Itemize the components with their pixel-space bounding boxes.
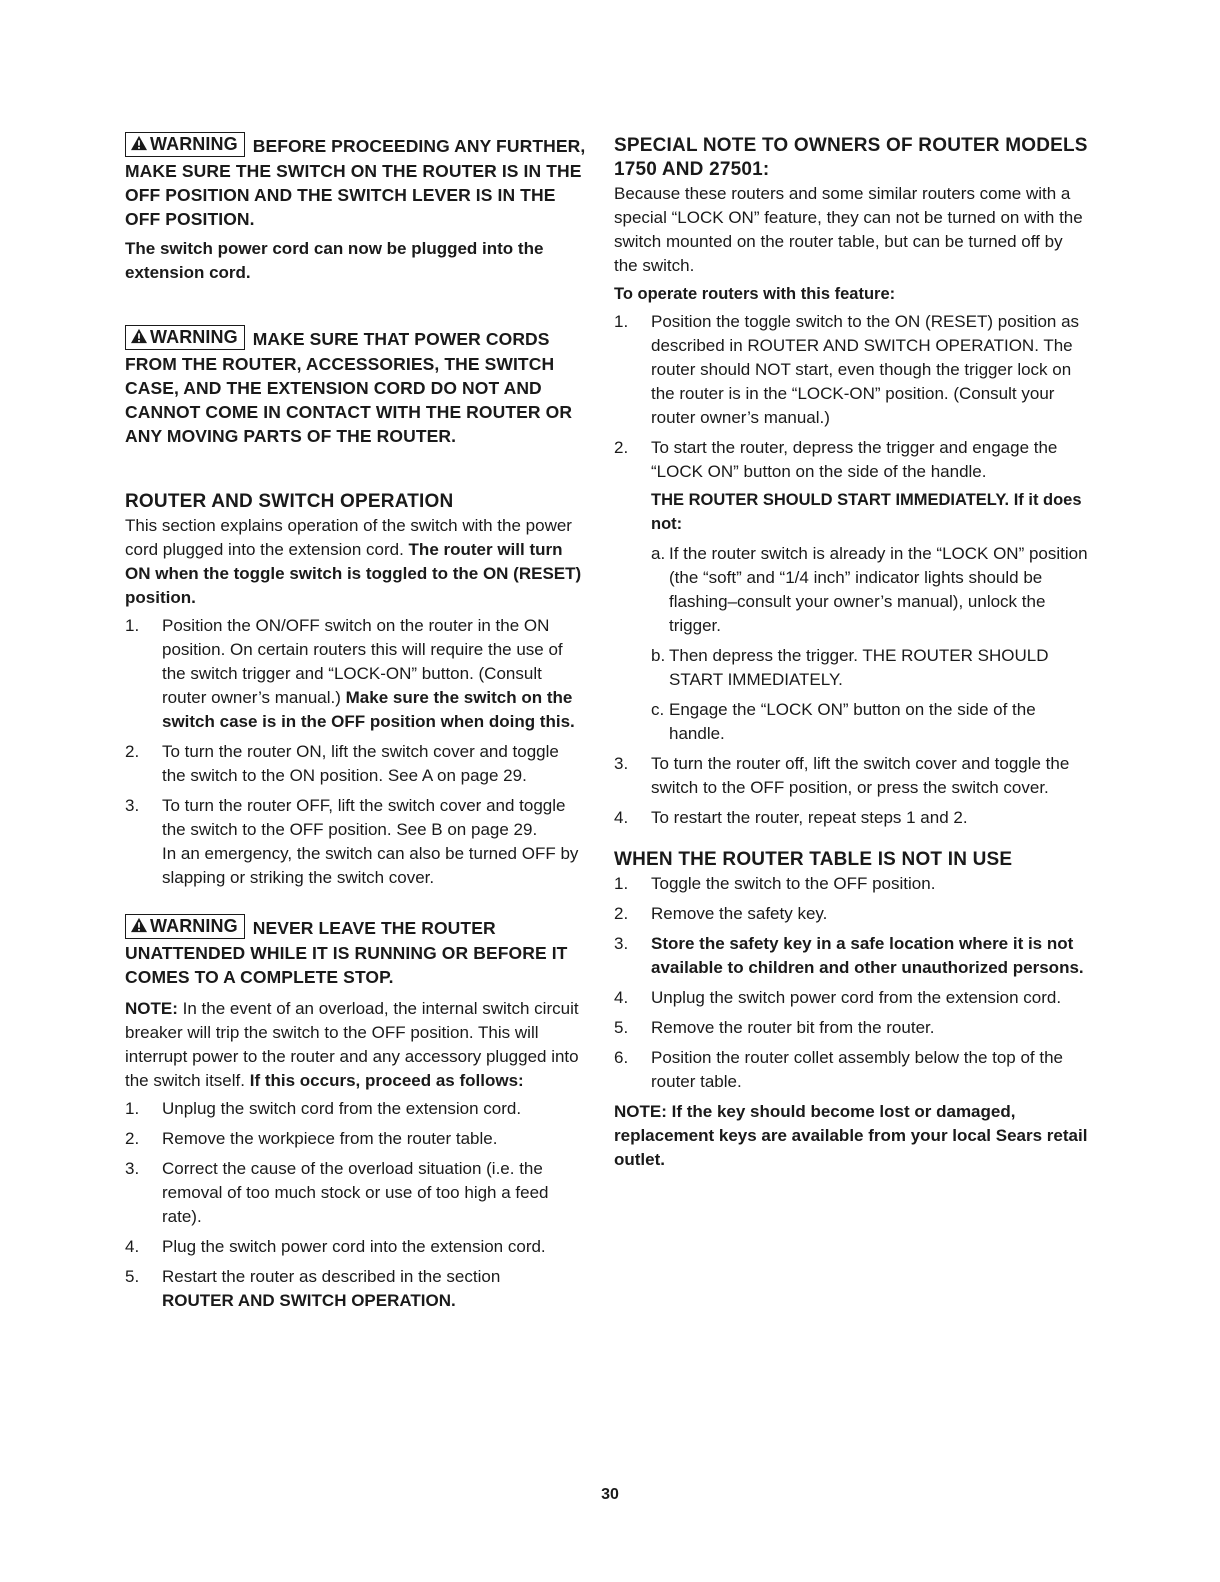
step-text: To turn the router OFF, lift the switch cover and toggle the switch to the OFF position. See B on page 29.	[162, 796, 566, 839]
list-item	[614, 1046, 1089, 1094]
router-switch-intro	[125, 514, 587, 610]
list-item	[614, 902, 1089, 926]
step-number: 1.	[614, 874, 629, 893]
warning-triangle-icon	[130, 917, 148, 933]
list-item	[125, 1265, 587, 1313]
warning-block-3	[125, 916, 587, 989]
not-in-use-steps	[614, 872, 1089, 1094]
step-number: 4.	[614, 988, 629, 1007]
step-text: Remove the router bit from the router.	[651, 1018, 935, 1037]
sub-step-label: b.	[651, 646, 666, 665]
list-item	[614, 436, 1089, 746]
step-number: 4.	[614, 808, 629, 827]
list-item	[125, 1097, 587, 1121]
note-bold: If this occurs, proceed as follows:	[249, 1071, 524, 1090]
step-text: Position the router collet assembly below the top of the router table.	[651, 1048, 1064, 1091]
step-number: 2.	[614, 904, 629, 923]
intro-text: This section explains operation of the switch with the power cord plugged into the extension cord.	[125, 516, 572, 559]
warning-triangle-icon	[130, 328, 148, 344]
list-item	[125, 1157, 587, 1229]
warning-block-2	[125, 327, 587, 448]
list-item	[125, 1127, 587, 1151]
step-text: Unplug the switch power cord from the extension cord.	[651, 988, 1062, 1007]
step-number: 5.	[614, 1018, 629, 1037]
step-text: To start the router, depress the trigger and engage the “LOCK ON” button on the side of the handle.	[651, 438, 1058, 481]
step-number: 3.	[125, 796, 140, 815]
step-text: Position the toggle switch to the ON (RESET) position as described in ROUTER AND SWITCH OPERATION. The router should NOT start, even though the trigger lock on the router is in the “LOCK-ON” position. (Consult your router owner’s manual.)	[651, 312, 1080, 427]
step-number: 3.	[125, 1159, 140, 1178]
step-number: 1.	[125, 616, 140, 635]
list-item	[614, 872, 1089, 896]
step-bold: Make sure the switch on the switch case is in the OFF position when doing this.	[162, 688, 575, 731]
list-item	[614, 932, 1089, 980]
warning-badge	[125, 325, 245, 350]
list-item	[614, 1016, 1089, 1040]
warning-text: NEVER LEAVE THE ROUTER UNATTENDED WHILE IT IS RUNNING OR BEFORE IT COMES TO A COMPLETE STOP.	[125, 918, 568, 987]
step-text: To turn the router off, lift the switch cover and toggle the switch to the OFF position, or press the switch cover.	[651, 754, 1070, 797]
safety-key-note: NOTE: If the key should become lost or damaged, replacement keys are available from your local Sears retail outlet.	[614, 1102, 1088, 1169]
warning-badge	[125, 914, 245, 939]
step-text: To restart the router, repeat steps 1 and 2.	[651, 808, 968, 827]
list-item	[125, 614, 587, 734]
step-number: 3.	[614, 754, 629, 773]
warning-block-1	[125, 134, 587, 231]
left-column	[125, 134, 587, 1319]
sub-step-label: a.	[651, 544, 666, 563]
sub-step-c	[651, 698, 1089, 746]
list-item	[125, 1235, 587, 1259]
list-item	[614, 310, 1089, 430]
step-bold: Store the safety key in a safe location where it is not available to children and other unauthorized persons.	[651, 934, 1084, 977]
sub-step-label: c.	[651, 700, 665, 719]
special-note-steps	[614, 310, 1089, 830]
sub-step-a	[651, 542, 1089, 638]
step-number: 3.	[614, 934, 629, 953]
sub-step-text: If the router switch is already in the “LOCK ON” position (the “soft” and “1/4 inch” indicator lights should be flashing–consult your owner’s manual), unlock the trigger.	[669, 544, 1088, 635]
step-text: Plug the switch power cord into the extension cord.	[162, 1237, 546, 1256]
plug-in-instruction: The switch power cord can now be plugged into the extension cord.	[125, 239, 544, 282]
step-text: Unplug the switch cord from the extension cord.	[162, 1099, 522, 1118]
step-number: 4.	[125, 1237, 140, 1256]
overload-note	[125, 997, 587, 1093]
step-text: Position the ON/OFF switch on the router in the ON position. On certain routers this will require the use of the switch trigger and “LOCK-ON” button. (Consult router owner’s manual.)	[162, 616, 563, 707]
warning-triangle-icon	[130, 135, 148, 151]
step-text: Remove the safety key.	[651, 904, 828, 923]
step-bold: ROUTER AND SWITCH OPERATION.	[162, 1291, 456, 1310]
list-item	[125, 794, 587, 890]
step-number: 1.	[125, 1099, 140, 1118]
step-extra: In an emergency, the switch can also be turned OFF by slapping or striking the switch cover.	[162, 844, 579, 887]
overload-steps	[125, 1097, 587, 1313]
warning-badge-label: WARNING	[150, 134, 238, 154]
warning-badge-label: WARNING	[150, 327, 238, 347]
list-item	[125, 740, 587, 788]
note-label: NOTE:	[125, 999, 178, 1018]
step-text: Correct the cause of the overload situation (i.e. the removal of too much stock or use of too high a feed rate).	[162, 1159, 549, 1226]
step-number: 1.	[614, 312, 629, 331]
sub-step-text: Engage the “LOCK ON” button on the side of the handle.	[669, 700, 1036, 743]
warning-badge-label: WARNING	[150, 916, 238, 936]
router-switch-heading: ROUTER AND SWITCH OPERATION	[125, 491, 454, 512]
step-text: Remove the workpiece from the router table.	[162, 1129, 498, 1148]
warning-text: BEFORE PROCEEDING ANY FURTHER, MAKE SURE THE SWITCH ON THE ROUTER IS IN THE OFF POSITION AND THE SWITCH LEVER IS IN THE OFF POSITION.	[125, 136, 586, 229]
page-number: 30	[601, 1486, 619, 1503]
router-switch-steps	[125, 614, 587, 890]
intro-bold: The router will turn ON when the toggle switch is toggled to the ON (RESET) position.	[125, 540, 582, 607]
sub-step-text: Then depress the trigger. THE ROUTER SHOULD START IMMEDIATELY.	[669, 646, 1049, 689]
operate-heading: To operate routers with this feature:	[614, 285, 896, 303]
list-item	[614, 752, 1089, 800]
list-item	[614, 986, 1089, 1010]
warning-text: MAKE SURE THAT POWER CORDS FROM THE ROUTER, ACCESSORIES, THE SWITCH CASE, AND THE EXTENSION CORD DO NOT AND CANNOT COME IN CONTACT WITH THE ROUTER OR ANY MOVING PARTS OF THE ROUTER.	[125, 329, 573, 446]
start-immediately-note: THE ROUTER SHOULD START IMMEDIATELY. If it does not:	[651, 491, 1082, 533]
note-text: In the event of an overload, the internal switch circuit breaker will trip the switch to the OFF position. This will interrupt power to the router and any accessory plugged into the switch itself.	[125, 999, 579, 1090]
step-text: Toggle the switch to the OFF position.	[651, 874, 936, 893]
special-note-heading: SPECIAL NOTE TO OWNERS OF ROUTER MODELS 1750 AND 27501:	[614, 135, 1088, 180]
not-in-use-heading: WHEN THE ROUTER TABLE IS NOT IN USE	[614, 849, 1013, 870]
step-number: 2.	[125, 1129, 140, 1148]
step-number: 6.	[614, 1048, 629, 1067]
step-number: 2.	[614, 438, 629, 457]
special-note-intro: Because these routers and some similar routers come with a special “LOCK ON” feature, they can not be turned on with the switch mounted on the router table, but can be turned off by the switch.	[614, 184, 1083, 275]
step-text: To turn the router ON, lift the switch cover and toggle the switch to the ON position. See A on page 29.	[162, 742, 559, 785]
step-number: 2.	[125, 742, 140, 761]
sub-step-b	[651, 644, 1089, 692]
right-column	[614, 134, 1089, 1172]
warning-badge	[125, 132, 245, 157]
step-text: Restart the router as described in the section	[162, 1267, 501, 1286]
list-item	[614, 806, 1089, 830]
step-number: 5.	[125, 1267, 140, 1286]
